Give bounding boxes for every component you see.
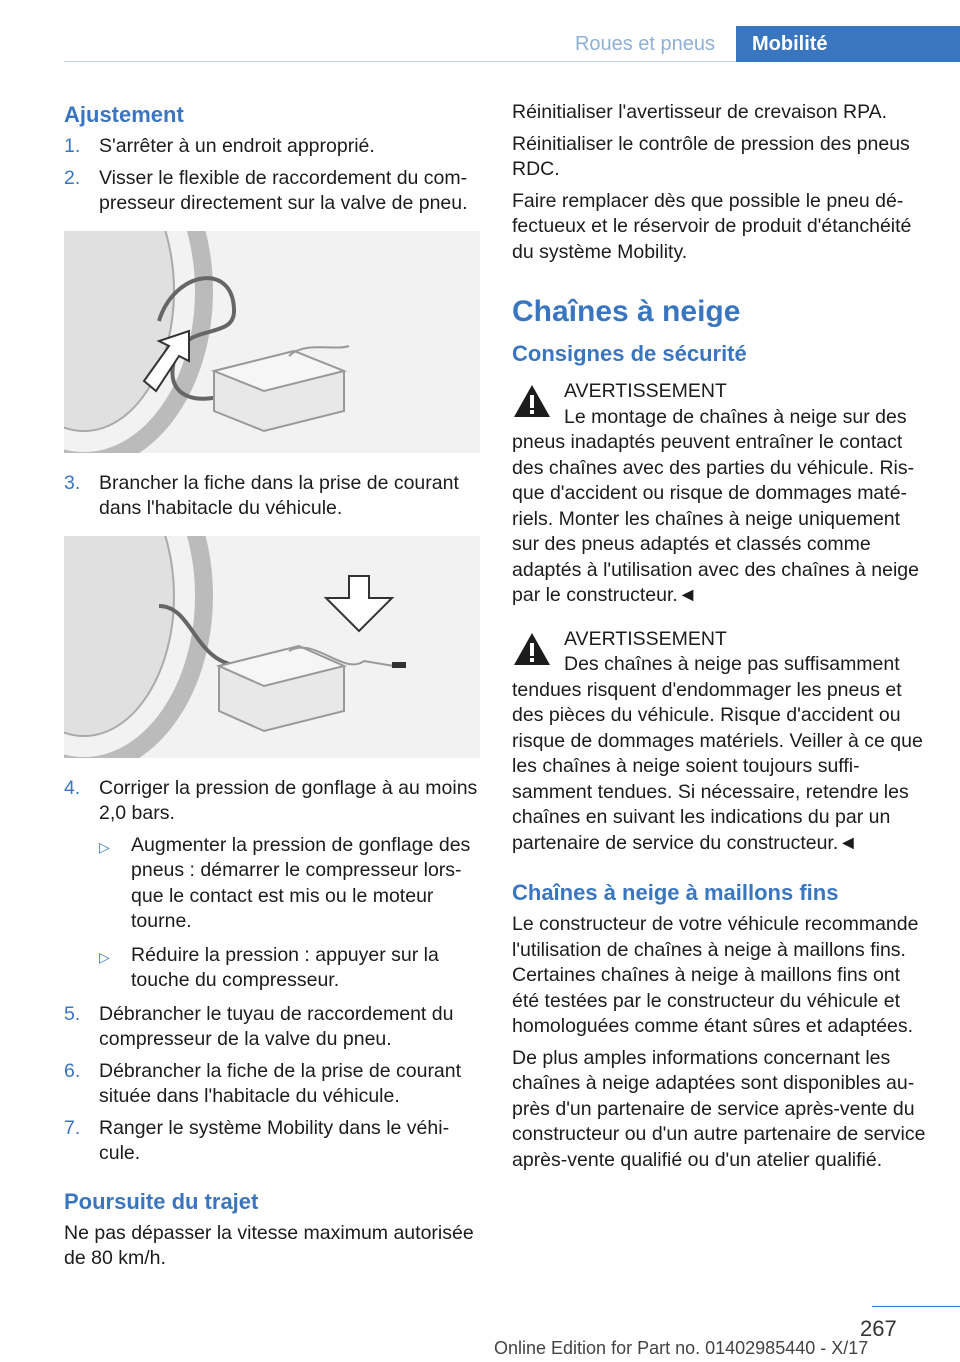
heading-safety: Consignes de sécurité — [512, 341, 747, 366]
warning-title: AVERTISSEMENT — [564, 380, 727, 402]
left-column — [64, 100, 482, 1278]
triangle-bullet-icon: ▷ — [99, 838, 110, 855]
step: 4. Corriger la pression de gonflage à au moins 2,0 bars. — [64, 776, 478, 824]
step: 3. Brancher la fiche dans la prise de courant dans l'habitacle du véhicule. — [64, 471, 459, 519]
step: 1. S'arrêter à un endroit approprié. — [64, 135, 375, 157]
header-chapter-tab[interactable]: Mobilité — [736, 26, 960, 62]
triangle-bullet-icon: ▷ — [99, 948, 110, 965]
header-section-tab[interactable]: Roues et pneus — [574, 32, 716, 55]
title-snow-chains: Chaînes à neige — [512, 295, 741, 328]
heading-fine-chains: Chaînes à neige à maillons fins — [512, 880, 839, 905]
warning-block — [512, 379, 932, 609]
warning-triangle-icon — [512, 631, 552, 667]
step: 2. Visser le flexible de raccordement du compresseur directement sur la valve de pneu. — [64, 166, 468, 214]
power-plug-illustration — [64, 536, 480, 758]
warning-body: Des chaînes à neige pas suffisamment tendues risquent d'endommager les pneus et des pièces du véhicule. Risque d'accident ou risque de dommages matériels. Veiller à ce que les chaînes à neige soient toujours suffisamment tendues. Si nécessaire, retendre les chaînes en suivant les indications du par un partenaire de service du constructeur.◄ — [512, 653, 923, 854]
plug-compressor-image — [64, 536, 480, 758]
paragraph-rpa: Réinitialiser l'avertisseur de crevaison RPA. — [512, 101, 888, 123]
tire-compressor-image — [64, 231, 480, 453]
step: 7. Ranger le système Mobility dans le véhicule. — [64, 1116, 450, 1164]
sub-step: ▷ Réduire la pression : appuyer sur la touche du compresseur. — [99, 943, 482, 994]
fine-paragraph-1: Le constructeur de votre véhicule recommande l'utilisation de chaînes à neige à maillons fins. Certaines chaînes à neige à maillons fins ont été testées par le constructeur du véhicule et homologuées comme étant sûres et adaptées. — [512, 913, 919, 1037]
continue-text: Ne pas dépasser la vitesse maximum autorisée de 80 km/h. — [64, 1221, 474, 1269]
warning-block — [512, 627, 932, 857]
heading-adjust: Ajustement — [64, 102, 184, 127]
step: 6. Débrancher la fiche de la prise de courant située dans l'habitacle du véhicule. — [64, 1059, 462, 1107]
warning-body: Le montage de chaînes à neige sur des pneus inadaptés peuvent entraîner le contact des chaînes avec des parties du véhicule. Risque d'accident ou risque de dommages matériels. Monter les chaînes à neige uniquement sur des pneus adaptés et classés comme adaptés à l'utilisation avec des chaînes à neige par le constructeur.◄ — [512, 405, 919, 606]
heading-continue: Poursuite du trajet — [64, 1188, 259, 1214]
sub-step: ▷ Augmenter la pression de gonflage des pneus : démarrer le compresseur lorsque le contact est mis ou le moteur tourne. — [99, 833, 482, 935]
edition-footer: Online Edition for Part no. 01402985440 - X/17 — [494, 1338, 869, 1358]
page-number: 267 — [860, 1316, 897, 1341]
warning-triangle-icon — [512, 383, 552, 419]
compressor-valve-illustration — [64, 231, 480, 453]
right-column — [512, 100, 932, 1179]
footer-rule — [872, 1306, 960, 1307]
warning-title: AVERTISSEMENT — [564, 627, 727, 650]
paragraph-replace: Faire remplacer dès que possible le pneu défectueux et le réservoir de produit d'étanchéité du système Mobility. — [512, 189, 912, 263]
paragraph-rdc: Réinitialiser le contrôle de pression des pneus RDC. — [512, 132, 910, 180]
step: 5. Débrancher le tuyau de raccordement du compresseur de la valve du pneu. — [64, 1002, 454, 1050]
fine-paragraph-2: De plus amples informations concernant les chaînes à neige adaptées sont disponibles auprès d'un partenaire de service après-vente du constructeur ou d'un autre partenaire de service après-vente qualifié ou d'un atelier qualifié. — [512, 1046, 926, 1171]
